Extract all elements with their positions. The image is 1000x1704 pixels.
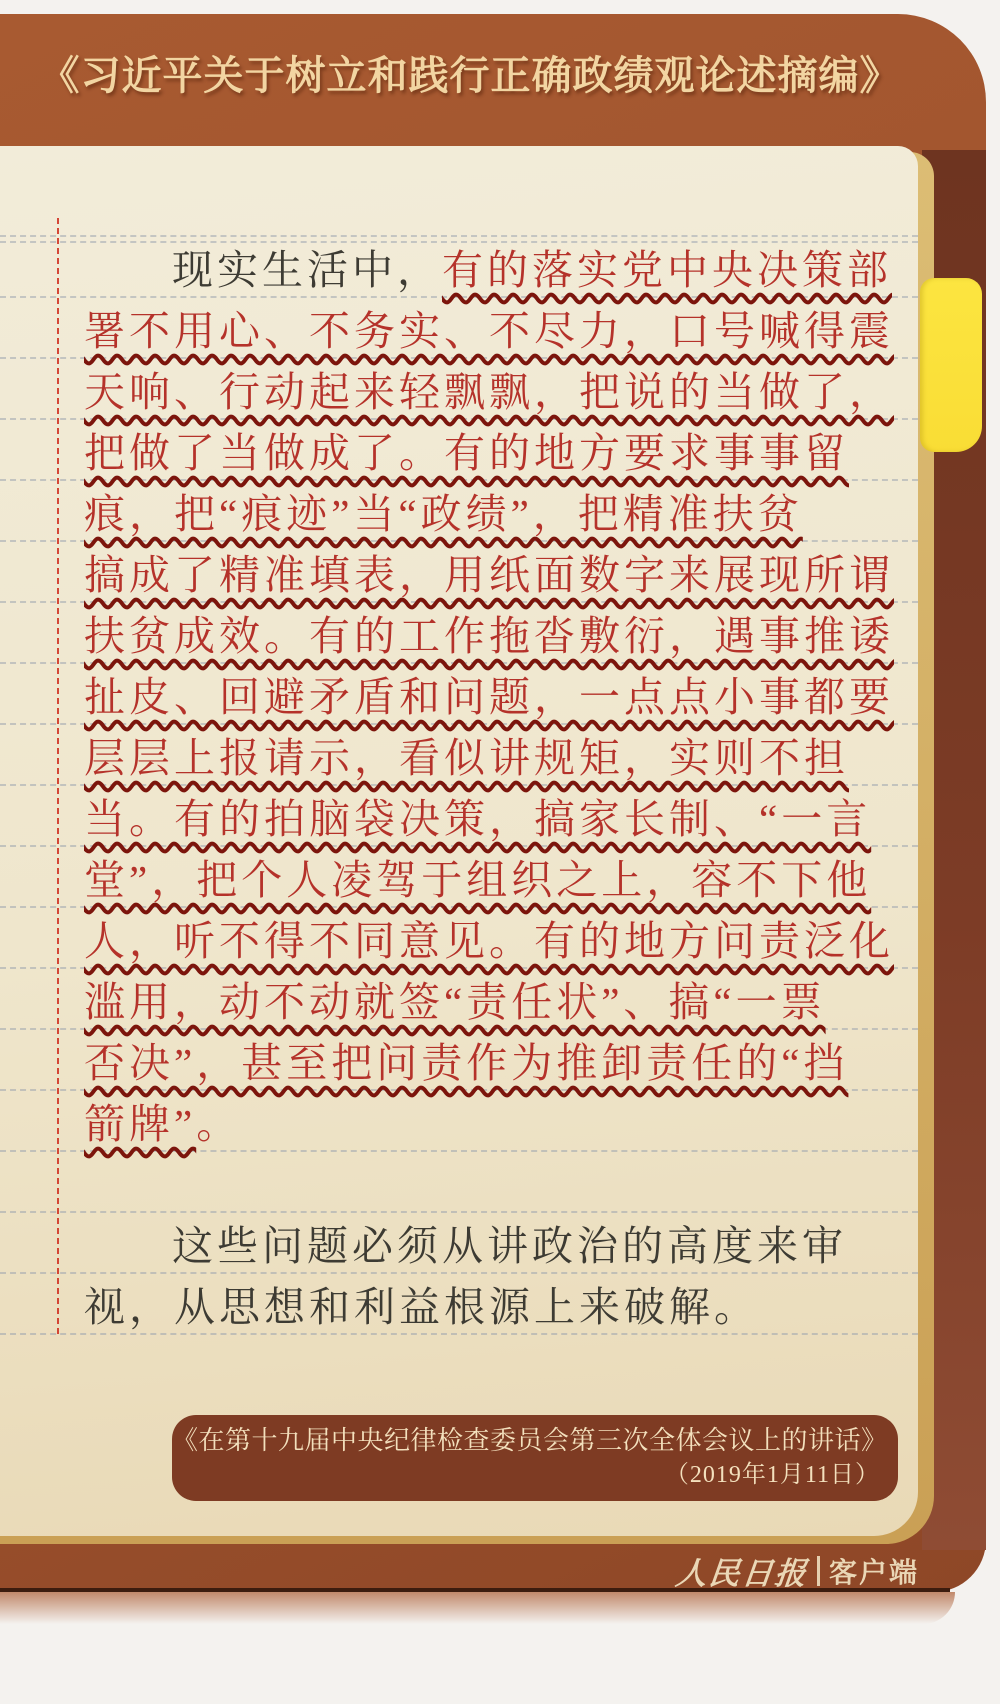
handwritten-line: 堂”，把个人凌驾于组织之上，容不下他 [84,857,872,903]
handwritten-line: 否决”，甚至把问责作为推卸责任的“挡 [84,1040,849,1086]
handwritten-line: 天响、行动起来轻飘飘，把说的当做了， [84,369,894,415]
handwritten-line: 这些问题必须从讲政治的高度来审 [172,1223,847,1269]
logo-brand-text: 人民日报 [673,1556,810,1591]
handwritten-line: 视，从思想和利益根源上来破解。 [84,1284,759,1330]
handwritten-line: 层层上报请示，看似讲规矩，实则不担 [84,735,849,781]
handwritten-line: 箭牌”。 [84,1101,242,1147]
bookmark-tab [920,278,982,452]
handwritten-line: 现实生活中，有的落实党中央决策部 [172,247,892,293]
handwritten-line: 扶贫成效。有的工作拖沓敷衍，遇事推诿 [84,613,894,659]
handwritten-line: 搞成了精准填表，用纸面数字来展现所谓 [84,552,894,598]
notebook-page [0,146,918,1536]
handwritten-line: 把做了当做成了。有的地方要求事事留 [84,430,849,476]
ruled-line [0,235,918,237]
handwritten-line: 人，听不得不同意见。有的地方问责泛化 [84,918,894,964]
handwritten-line: 署不用心、不务实、不尽力，口号喊得震 [84,308,894,354]
handwritten-line: 扯皮、回避矛盾和问题，一点点小事都要 [84,674,894,720]
logo-suffix-text: 客户端 [829,1556,920,1588]
red-margin-line [57,218,59,1334]
source-date: （2019年1月11日） [664,1462,880,1488]
handwritten-line: 痕，把“痕迹”当“政绩”，把精准扶贫 [84,491,803,537]
logo-divider [817,1556,820,1586]
peoples-daily-client-logo [673,1548,920,1593]
board-shadow [0,1592,955,1624]
source-title: 《在第十九届中央纪律检查委员会第三次全体会议上的讲话》 [172,1426,888,1455]
ruled-line [0,1211,918,1213]
handwritten-line: 当。有的拍脑袋决策，搞家长制、“一言 [84,796,872,842]
poster-title: 《习近平关于树立和践行正确政绩观论述摘编》 [39,53,901,98]
handwritten-line: 滥用，动不动就签“责任状”、搞“一票 [84,979,826,1025]
source-attribution-box [172,1415,898,1501]
